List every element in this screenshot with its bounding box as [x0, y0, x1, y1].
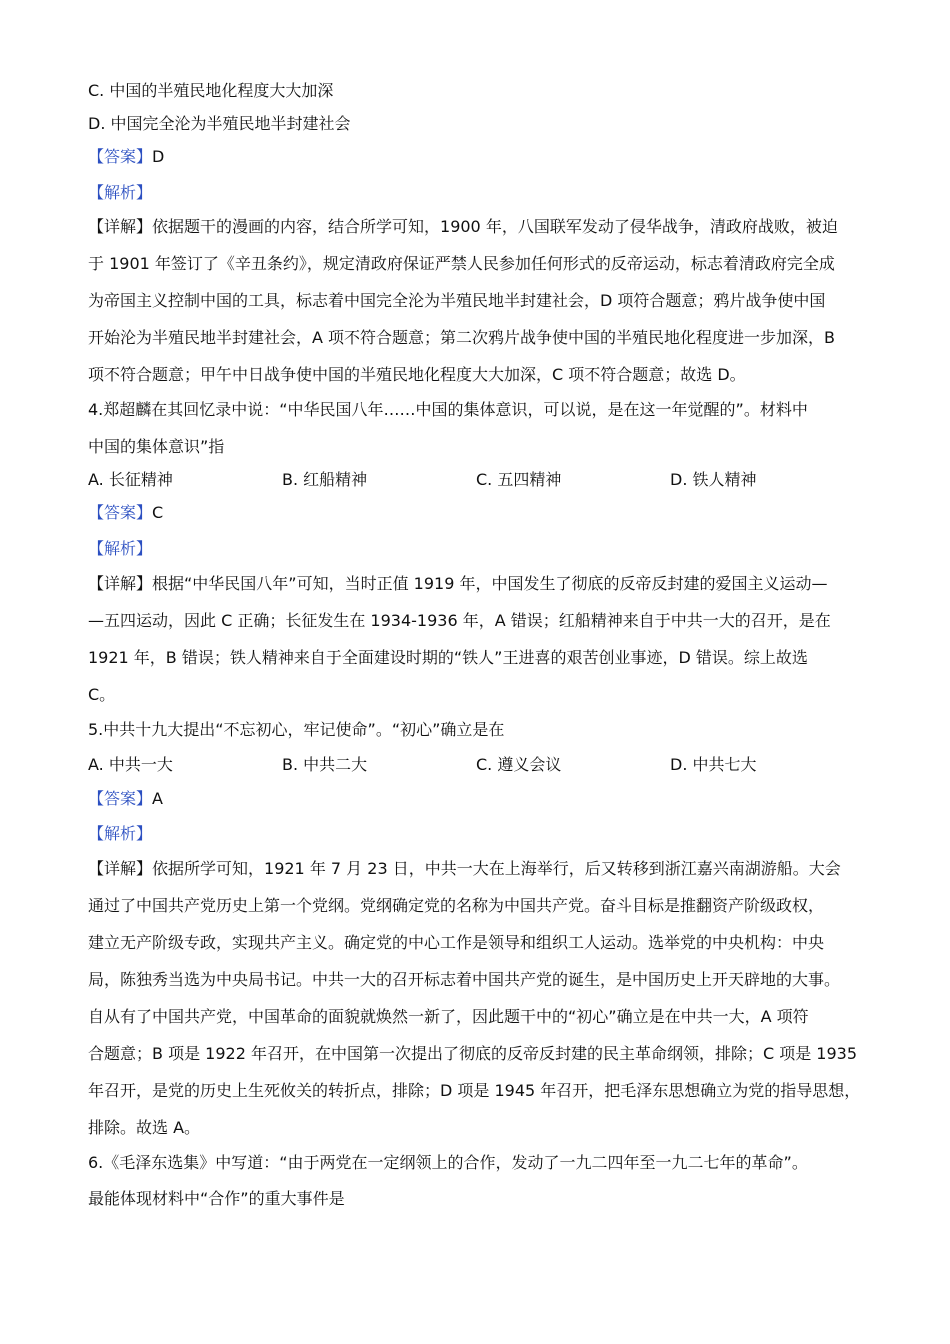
q5-option-c: C. 遵义会议: [476, 755, 562, 774]
q4-detail-line: 1921 年，B 错误；铁人精神来自于全面建设时期的“铁人”王进喜的艰苦创业事迹，D 错误。综上故选: [88, 648, 808, 667]
analysis-tag: 【解析】: [88, 539, 153, 558]
q5-detail-line: 建立无产阶级专政，实现共产主义。确定党的中心工作是领导和组织工人运动。选举党的中央机构：中央: [88, 933, 825, 952]
q3-answer-line: [88, 146, 164, 168]
answer-tag: 【答案】: [88, 147, 153, 166]
q4-option-a: A. 长征精神: [88, 470, 173, 489]
q5-detail-line: 排除。故选 A。: [88, 1118, 201, 1137]
q4-stem: 4.郑超麟在其回忆录中说：“中华民国八年……中国的集体意识，可以说，是在这一年觉醒的”。材料中: [88, 400, 808, 419]
answer-tag: 【答案】: [88, 503, 153, 522]
q4-detail-line: —五四运动，因此 C 正确；长征发生在 1934-1936 年，A 错误；红船精神来自于中共一大的召开，是在: [88, 611, 831, 630]
detail-tag: 【详解】: [88, 859, 153, 878]
answer-value: A: [152, 789, 163, 808]
q5-detail-line: 通过了中国共产党历史上第一个党纲。党纲确定党的名称为中国共产党。奋斗目标是推翻资产阶级政权，: [88, 896, 825, 915]
answer-value: D: [152, 147, 165, 166]
q4-option-d: D. 铁人精神: [670, 470, 757, 489]
q5-detail-line: 局，陈独秀当选为中央局书记。中共一大的召开标志着中国共产党的诞生，是中国历史上开天辟地的大事。: [88, 970, 841, 989]
q5-detail-line: 合题意；B 项是 1922 年召开，在中国第一次提出了彻底的反帝反封建的民主革命纲领，排除；C 项是 1935: [88, 1044, 858, 1063]
analysis-tag: 【解析】: [88, 824, 153, 843]
q5-detail-line: 【详解】依据所学可知，1921 年 7 月 23 日，中共一大在上海举行，后又转移到浙江嘉兴南湖游船。大会: [88, 859, 841, 878]
q5-option-a: A. 中共一大: [88, 755, 173, 774]
q6-stem: 6.《毛泽东选集》中写道：“由于两党在一定纲领上的合作，发动了一九二四年至一九二七年的革命”。: [88, 1153, 808, 1172]
q3-option-d: D. 中国完全沦为半殖民地半封建社会: [88, 114, 351, 133]
detail-tag: 【详解】: [88, 217, 153, 236]
q4-stem: 中国的集体意识”指: [88, 437, 225, 456]
analysis-tag: 【解析】: [88, 183, 153, 202]
q3-option-c: C. 中国的半殖民地化程度大大加深: [88, 81, 334, 100]
q3-detail-line: 开始沦为半殖民地半封建社会，A 项不符合题意；第二次鸦片战争使中国的半殖民地化程度进一步加深，B: [88, 328, 836, 347]
q4-detail-line: 【详解】根据“中华民国八年”可知，当时正值 1919 年，中国发生了彻底的反帝反封建的爱国主义运动—: [88, 574, 828, 593]
q5-detail-line: 年召开，是党的历史上生死攸关的转折点，排除；D 项是 1945 年召开，把毛泽东思想确立为党的指导思想，: [88, 1081, 861, 1100]
q5-option-d: D. 中共七大: [670, 755, 757, 774]
q4-answer-line: [88, 502, 163, 524]
q4-detail-line: C。: [88, 685, 116, 704]
q3-detail-line: 于 1901 年签订了《辛丑条约》，规定清政府保证严禁人民参加任何形式的反帝运动，标志着清政府完全成: [88, 254, 835, 273]
q3-detail-line: 【详解】依据题干的漫画的内容，结合所学可知，1900 年，八国联军发动了侵华战争，清政府战败，被迫: [88, 217, 838, 236]
q5-detail-line: 自从有了中国共产党，中国革命的面貌就焕然一新了，因此题干中的“初心”确立是在中共一大，A 项符: [88, 1007, 809, 1026]
q3-detail-line: 为帝国主义控制中国的工具，标志着中国完全沦为半殖民地半封建社会，D 项符合题意；鸦片战争使中国: [88, 291, 826, 310]
q6-stem: 最能体现材料中“合作”的重大事件是: [88, 1189, 345, 1208]
answer-tag: 【答案】: [88, 789, 153, 808]
detail-tag: 【详解】: [88, 574, 153, 593]
q5-stem: 5.中共十九大提出“不忘初心，牢记使命”。“初心”确立是在: [88, 720, 505, 739]
answer-value: C: [152, 503, 164, 522]
q5-option-b: B. 中共二大: [282, 755, 368, 774]
q4-option-c: C. 五四精神: [476, 470, 562, 489]
q4-option-b: B. 红船精神: [282, 470, 368, 489]
q5-answer-line: [88, 788, 163, 810]
q3-detail-line: 项不符合题意；甲午中日战争使中国的半殖民地化程度大大加深，C 项不符合题意；故选 D。: [88, 365, 746, 384]
